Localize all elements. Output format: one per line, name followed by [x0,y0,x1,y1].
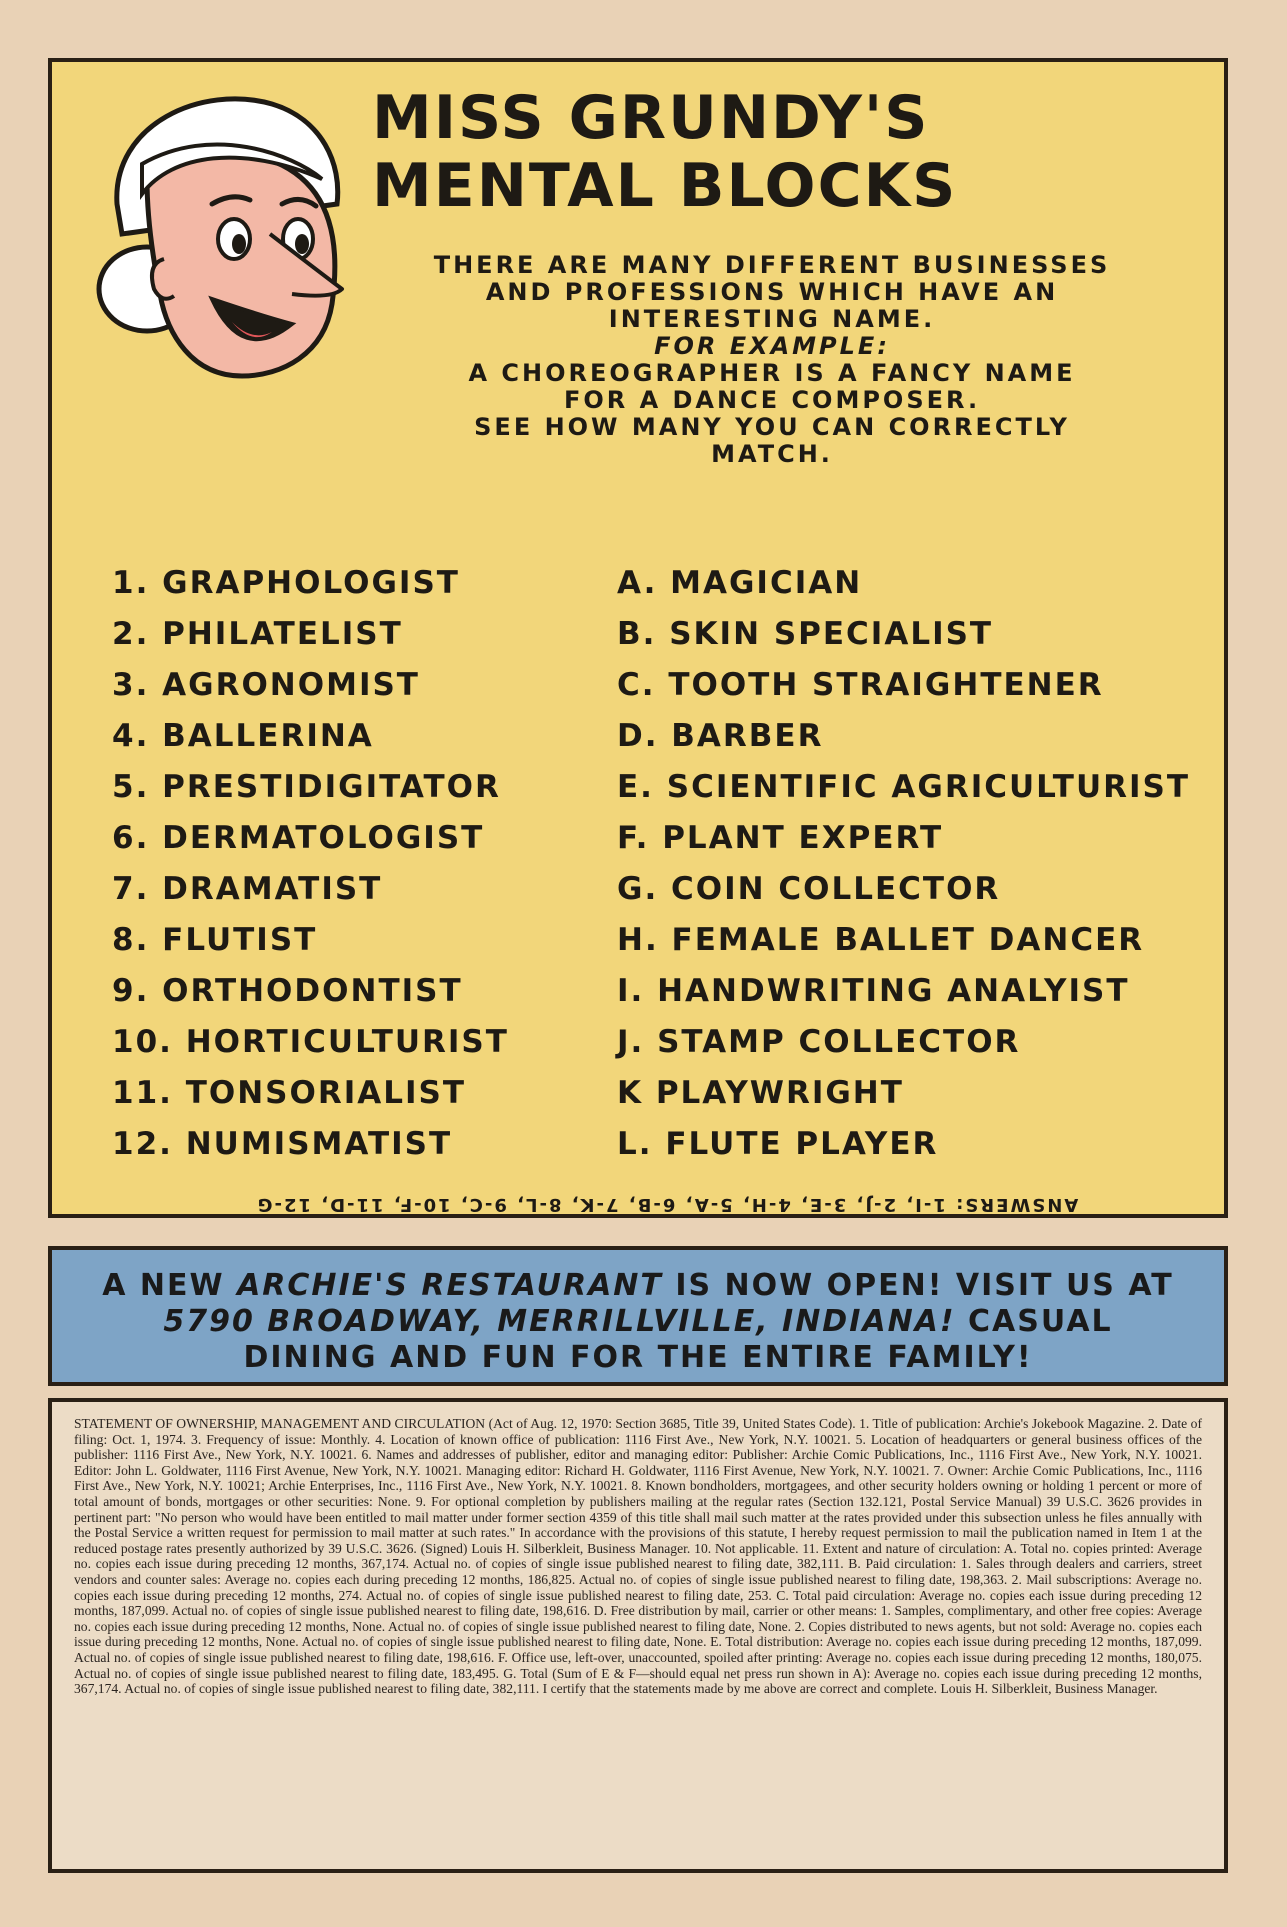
list-item: G. COIN COLLECTOR [617,871,1001,907]
ad-text: A NEW [102,1268,238,1303]
ad-text: IS NOW OPEN! VISIT US AT [662,1268,1174,1303]
upside-down-answers: ANSWERS: 1-I, 2-J, 3-E, 4-H, 5-A, 6-B, 7-K, 8-L, 9-C, 10-F, 11-D, 12-G [255,1194,1079,1215]
title-line-2: MENTAL BLOCKS [372,151,958,221]
ad-text: CASUAL DINING AND FUN FOR THE ENTIRE FAMILY! [243,1304,1113,1375]
list-item: 7. DRAMATIST [112,871,383,907]
intro-example-label: FOR EXAMPLE: [654,332,890,360]
intro-line: SEE HOW MANY YOU CAN CORRECTLY [474,413,1070,441]
list-item: 4. BALLERINA [112,718,374,754]
page-title [372,84,1212,220]
list-item: L. FLUTE PLAYER [617,1126,939,1162]
list-item: 8. FLUTIST [112,922,318,958]
ad-restaurant-name: ARCHIE'S RESTAURANT [237,1268,663,1303]
list-item: 3. AGRONOMIST [112,667,420,703]
list-item: 9. ORTHODONTIST [112,973,463,1009]
miss-grundy-portrait [92,84,352,384]
list-item: 11. TONSORIALIST [112,1075,466,1111]
intro-line: MATCH. [711,440,833,468]
list-item: K PLAYWRIGHT [617,1075,904,1111]
ownership-statement: STATEMENT OF OWNERSHIP, MANAGEMENT AND CIRCULATION (Act of Aug. 12, 1970: Section 3685, Title 39, United States Code). 1. Title of publication: Archie's Jokebook Magazine. 2. Date of filing: Oct. 1, 1974. 3. Frequency of issue: Monthly. 4. Location of known office of publication: 1116 First Ave., New York, N.Y. 10021. 5. Location of headquarters or general business offices of the publisher: 1116 First Ave., New York, N.Y. 10021. 6. Names and addresses of publisher, editor and managing editor: Publisher: Archie Comic Publications, Inc., 1116 First Ave., New York, N.Y. 10021. Editor: John L. Goldwater, 1116 First Avenue, New York, N.Y. 10021. Managing editor: Richard H. Goldwater, 1116 First Avenue, New York, N.Y. 10021. 7. Owner: Archie Comic Publications, Inc., 1116 First Ave., New York, N.Y. 10021; Archie Enterprises, Inc., 1116 First Ave., New York, N.Y. 10021. 8. Known bondholders, mortgagees, and other security holders owning or holding 1 percent or more of total amount of bonds, mortgages or other securities: None. 9. For optional completion by publishers mailing at the regular rates (Section 132.121, Postal Service Manual) 39 U.S.C. 3626 provides in pertinent part: "No person who would have been entitled to mail matter under former section 4359 of this title shall mail such matter at the rates provided under this subsection unless he files annually with the Postal Service a written request for permission to mail matter at such rates." In accordance with the provisions of this statute, I hereby request permission to mail the publication named in Item 1 at the reduced postage rates presently authorized by 39 U.S.C. 3626. (Signed) Louis H. Silberkleit, Business Manager. 10. Not applicable. 11. Extent and nature of circulation: A. Total no. copies printed: Average no. copies each issue during preceding 12 months, 367,174. Actual no. of copies of single issue published nearest to filing date, 382,111. B. Paid circulation: 1. Sales through dealers and carriers, street vendors and counter sales: Average no. copies each during preceding 12 months, 186,825. Actual no. of copies of single issue published nearest to filing date, 198,363. 2. Mail subscriptions: Average no. copies each issue during preceding 12 months, 274. Actual no. of copies of single issue published nearest to filing date, 253. C. Total paid circulation: Average no. copies each issue during preceding 12 months, 187,099. Actual no. of copies of single issue published nearest to filing date, 198,616. D. Free distribution by mail, carrier or other means: 1. Samples, complimentary, and other free copies: Average no. copies each issue during preceding 12 months, None. Actual no. of copies of single issue published nearest to filing date, None. 2. Copies distributed to news agents, but not sold: Average no. copies each issue during preceding 12 months, None. Actual no. of copies of single issue published nearest to filing date, None. E. Total distribution: Average no. copies each issue during preceding 12 months, 187,099. Actual no. of copies of single issue published nearest to filing date, 198,616. F. Office use, left-over, unaccounted, spoiled after printing: Average no. copies each issue during preceding 12 months, 180,075. Actual no. of copies of single issue published nearest to filing date, 183,495. G. Total (Sum of E & F—should equal net press run shown in A): Average no. copies each issue during preceding 12 months, 367,174. Actual no. of copies of single issue published nearest to filing date, 382,111. I certify that the statements made by me above are correct and complete. Louis H. Silberkleit, Business Manager. [48,1398,1228,1873]
title-line-1: MISS GRUNDY'S [372,83,930,153]
list-item: B. SKIN SPECIALIST [617,616,994,652]
professions-list [112,558,652,1170]
list-item: 12. NUMISMATIST [112,1126,453,1162]
list-item: J. STAMP COLLECTOR [617,1024,1021,1060]
list-item: 6. DERMATOLOGIST [112,820,485,856]
list-item: A. MAGICIAN [617,565,863,601]
ad-address: 5790 BROADWAY, MERRILLVILLE, INDIANA! [163,1304,956,1339]
list-item: E. SCIENTIFIC AGRICULTURIST [617,769,1190,805]
list-item: 10. HORTICULTURIST [112,1024,509,1060]
list-item: F. PLANT EXPERT [617,820,944,856]
definitions-list [617,558,1257,1170]
intro-line: FOR A DANCE COMPOSER. [563,386,981,414]
restaurant-ad [48,1246,1228,1386]
list-item: C. TOOTH STRAIGHTENER [617,667,1104,703]
list-item: D. BARBER [617,718,824,754]
list-item: I. HANDWRITING ANALYIST [617,973,1130,1009]
list-item: H. FEMALE BALLET DANCER [617,922,1145,958]
intro-text [332,252,1212,468]
quiz-panel [48,58,1228,1218]
intro-line: A CHOREOGRAPHER IS A FANCY NAME [468,359,1076,387]
intro-line: AND PROFESSIONS WHICH HAVE AN [485,278,1059,306]
list-item: 1. GRAPHOLOGIST [112,565,460,601]
intro-line: INTERESTING NAME. [608,305,936,333]
list-item: 5. PRESTIDIGITATOR [112,769,501,805]
list-item: 2. PHILATELIST [112,616,403,652]
intro-line: THERE ARE MANY DIFFERENT BUSINESSES [433,251,1111,279]
